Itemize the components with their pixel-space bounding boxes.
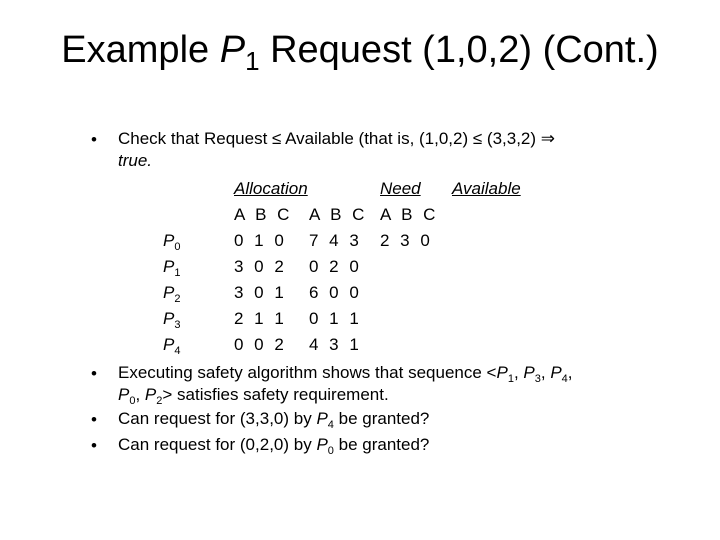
need-p4: 4 3 1 — [309, 335, 362, 354]
bullet-marker: • — [91, 130, 97, 149]
bullet-check-request-line2: true. — [118, 151, 153, 170]
slide-title: Example $P_1$ Request (1,0,2) (Cont.) — [61, 29, 659, 76]
bullet-check-request-line1: Check that Request ≤ Available (that is, (1,0,2) ≤ (3,3,2) ⇒ — [118, 129, 556, 148]
bullet-request-p0: Can request for (0,2,0) by $P_0$ be granted? — [118, 435, 430, 457]
header-available: Available — [452, 179, 521, 198]
available-p0: 2 3 0 — [380, 231, 433, 250]
allocation-p0: 0 1 0 — [234, 231, 287, 250]
allocation-p2: 3 0 1 — [234, 283, 287, 302]
need-p1: 0 2 0 — [309, 257, 362, 276]
header-allocation: Allocation — [234, 179, 308, 198]
row-label-p1: $P_1$ — [163, 257, 181, 279]
row-label-p0: $P_0$ — [163, 231, 181, 253]
row-label-p3: $P_3$ — [163, 309, 181, 331]
need-p3: 0 1 1 — [309, 309, 362, 328]
need-p2: 6 0 0 — [309, 283, 362, 302]
allocation-p3: 2 1 1 — [234, 309, 287, 328]
allocation-p1: 3 0 2 — [234, 257, 287, 276]
subheader-need: A B C — [309, 205, 368, 224]
bullet-request-p4: Can request for (3,3,0) by $P_4$ be granted? — [118, 409, 430, 431]
row-label-p4: $P_4$ — [163, 335, 181, 357]
subheader-allocation: A B C — [234, 205, 293, 224]
bullet-safety-line1: Executing safety algorithm shows that sequence $<P_1$, $P_3$, $P_4$, — [118, 363, 573, 385]
row-label-p2: $P_2$ — [163, 283, 181, 305]
subheader-available: A B C — [380, 205, 439, 224]
bullet-marker: • — [91, 410, 97, 429]
need-p0: 7 4 3 — [309, 231, 362, 250]
header-need: Need — [380, 179, 421, 198]
bullet-safety-line2: $P_0$, $P_2>$ satisfies safety requirement. — [118, 385, 389, 407]
bullet-marker: • — [91, 436, 97, 455]
bullet-marker: • — [91, 364, 97, 383]
allocation-p4: 0 0 2 — [234, 335, 287, 354]
